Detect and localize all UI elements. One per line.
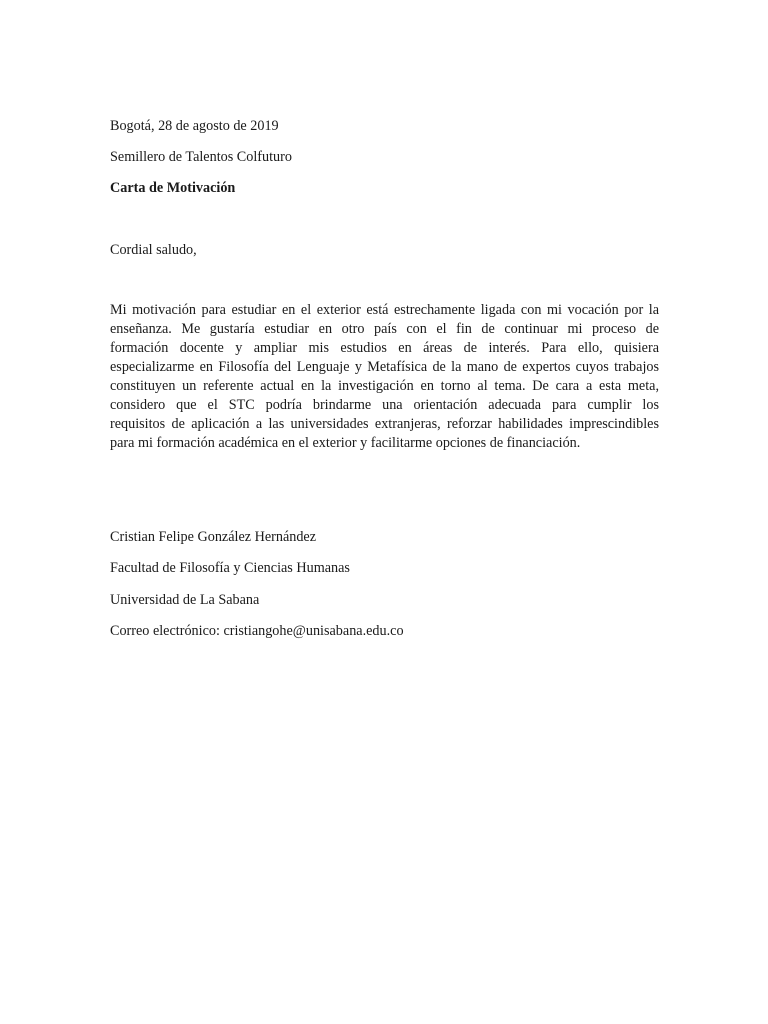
signature-email: Correo electrónico: cristiangohe@unisabana.edu.co [110,623,404,639]
signature-university: Universidad de La Sabana [110,592,260,608]
signature-faculty: Facultad de Filosofía y Ciencias Humanas [110,560,350,576]
body-line: Mi motivación para estudiar en el exterior está estrechamente ligada con mi vocación por la [110,302,659,318]
letter-subject: Carta de Motivación [110,180,236,196]
body-line: enseñanza. Me gustaría estudiar en otro país con el fin de continuar mi proceso de [110,321,659,337]
body-line: para mi formación académica en el exterior y facilitarme opciones de financiación. [110,435,581,451]
signature-name: Cristian Felipe González Hernández [110,529,317,545]
body-line: especializarme en Filosofía del Lenguaje y Metafísica de la mano de expertos cuyos trabajos [110,359,659,375]
body-line: requisitos de aplicación a las universidades extranjeras, reforzar habilidades imprescindibles [110,416,659,432]
place-date: Bogotá, 28 de agosto de 2019 [110,118,279,134]
body-line: formación docente y ampliar mis estudios en áreas de interés. Para ello, quisiera [110,340,659,356]
body-line: considero que el STC podría brindarme una orientación adecuada para cumplir los [110,397,659,413]
recipient: Semillero de Talentos Colfuturo [110,149,292,165]
greeting: Cordial saludo, [110,242,197,258]
letter-body [110,301,659,453]
body-line: constituyen un referente actual en la investigación en torno al tema. De cara a esta meta, [110,378,659,394]
